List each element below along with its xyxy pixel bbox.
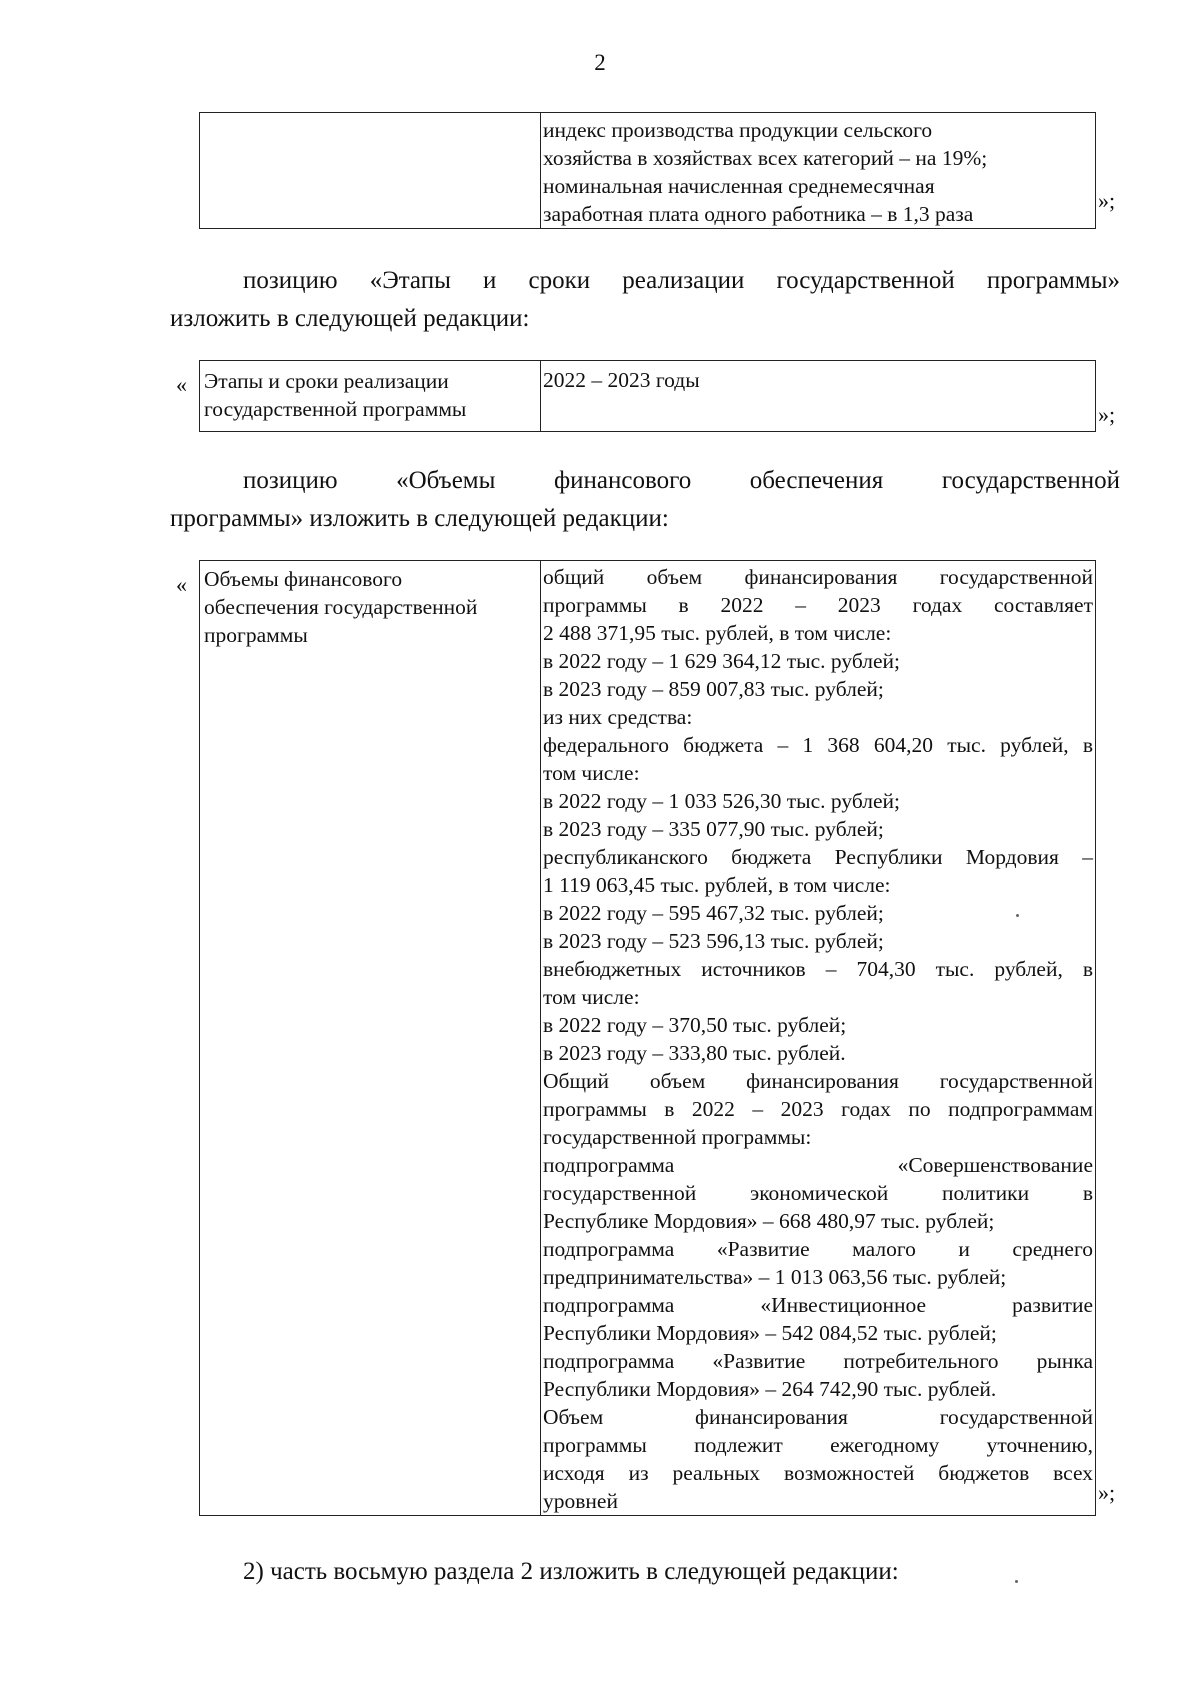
cell-text-line: подпрограмма «Инвестиционное развитие xyxy=(543,1293,1093,1317)
cell-text-line: программы в 2022 – 2023 годах составляет xyxy=(543,593,1093,617)
cell-text-line: Республики Мордовия» – 264 742,90 тыс. рублей. xyxy=(543,1377,997,1401)
cell-text-line: Объем финансирования государственной xyxy=(543,1405,1093,1429)
cell-text-line: государственной программы: xyxy=(543,1125,812,1149)
cell-text-line: государственной экономической политики в xyxy=(543,1181,1093,1205)
cell-text-line: общий объем финансирования государственной xyxy=(543,565,1093,589)
cell-text-line: в 2022 году – 595 467,32 тыс. рублей; xyxy=(543,901,884,925)
cell-text-line: в 2023 году – 333,80 тыс. рублей. xyxy=(543,1041,846,1065)
cell-text-line: предпринимательства» – 1 013 063,56 тыс. рублей; xyxy=(543,1265,1007,1289)
table-right-cell xyxy=(541,113,1095,228)
paragraph-line: изложить в следующей редакции: xyxy=(170,305,530,332)
cell-text-line: внебюджетных источников – 704,30 тыс. рублей, в xyxy=(543,957,1093,981)
cell-text-line: в 2023 году – 335 077,90 тыс. рублей; xyxy=(543,817,884,841)
opening-quote-mark: « xyxy=(176,372,187,397)
closing-quote-mark: »; xyxy=(1098,1480,1116,1505)
table-financing xyxy=(199,560,1096,1516)
cell-text-line: номинальная начисленная среднемесячная xyxy=(543,174,935,198)
cell-text-line: обеспечения государственной xyxy=(204,595,478,619)
cell-text-line: 2022 – 2023 годы xyxy=(543,368,700,392)
scan-speck xyxy=(1016,914,1019,917)
table-left-cell xyxy=(200,361,541,431)
cell-text-line: программы подлежит ежегодному уточнению, xyxy=(543,1433,1093,1457)
paragraph-stages xyxy=(170,262,1120,338)
table-right-cell xyxy=(541,561,1095,1515)
cell-text-line: 1 119 063,45 тыс. рублей, в том числе: xyxy=(543,873,891,897)
cell-text-line: республиканского бюджета Республики Мордовия – xyxy=(543,845,1093,869)
table-left-cell xyxy=(200,561,541,1515)
cell-text-line: подпрограмма «Совершенствование xyxy=(543,1153,1093,1177)
cell-text-line: Объемы финансового xyxy=(204,567,403,591)
cell-text-line: федерального бюджета – 1 368 604,20 тыс. рублей, в xyxy=(543,733,1093,757)
table-target-indicators xyxy=(199,112,1096,229)
cell-text-line: из них средства: xyxy=(543,705,693,729)
paragraph-line: позицию «Объемы финансового обеспечения государственной xyxy=(243,467,1120,494)
paragraph-financing xyxy=(170,462,1120,538)
item-2-text: 2) часть восьмую раздела 2 изложить в следующей редакции: xyxy=(243,1558,899,1585)
cell-text-line: том числе: xyxy=(543,985,640,1009)
cell-text-line: исходя из реальных возможностей бюджетов всех xyxy=(543,1461,1093,1485)
cell-text-line: подпрограмма «Развитие потребительного рынка xyxy=(543,1349,1093,1373)
cell-text-line: в 2023 году – 859 007,83 тыс. рублей; xyxy=(543,677,884,701)
table-right-cell xyxy=(541,361,1095,431)
cell-text-line: в 2022 году – 1 629 364,12 тыс. рублей; xyxy=(543,649,900,673)
paragraph-line: программы» изложить в следующей редакции: xyxy=(170,505,669,532)
cell-text-line: Республики Мордовия» – 542 084,52 тыс. рублей; xyxy=(543,1321,997,1345)
cell-text-line: программы в 2022 – 2023 годах по подпрограммам xyxy=(543,1097,1093,1121)
table-left-cell xyxy=(200,113,541,228)
cell-text-line: хозяйства в хозяйствах всех категорий – на 19%; xyxy=(543,146,988,170)
cell-text-line: том числе: xyxy=(543,761,640,785)
cell-text-line: в 2022 году – 370,50 тыс. рублей; xyxy=(543,1013,847,1037)
cell-text-line: государственной программы xyxy=(204,397,467,421)
cell-text-line: Этапы и сроки реализации xyxy=(204,369,449,393)
cell-text-line: индекс производства продукции сельского xyxy=(543,118,933,142)
scan-speck xyxy=(1015,1580,1018,1583)
cell-text-line: в 2022 году – 1 033 526,30 тыс. рублей; xyxy=(543,789,900,813)
page-number: 2 xyxy=(594,50,606,75)
table-stages xyxy=(199,360,1096,432)
cell-text-line: заработная плата одного работника – в 1,3 раза xyxy=(543,202,974,226)
cell-text-line: 2 488 371,95 тыс. рублей, в том числе: xyxy=(543,621,892,645)
closing-quote-mark: »; xyxy=(1098,188,1116,213)
opening-quote-mark: « xyxy=(176,572,187,597)
cell-text-line: Общий объем финансирования государственной xyxy=(543,1069,1093,1093)
cell-text-line: уровней xyxy=(543,1489,618,1513)
cell-text-line: программы xyxy=(204,623,308,647)
cell-text-line: подпрограмма «Развитие малого и среднего xyxy=(543,1237,1093,1261)
cell-text-line: Республике Мордовия» – 668 480,97 тыс. рублей; xyxy=(543,1209,995,1233)
cell-text-line: в 2023 году – 523 596,13 тыс. рублей; xyxy=(543,929,884,953)
paragraph-line: позицию «Этапы и сроки реализации государственной программы» xyxy=(243,267,1120,294)
closing-quote-mark: »; xyxy=(1098,402,1116,427)
